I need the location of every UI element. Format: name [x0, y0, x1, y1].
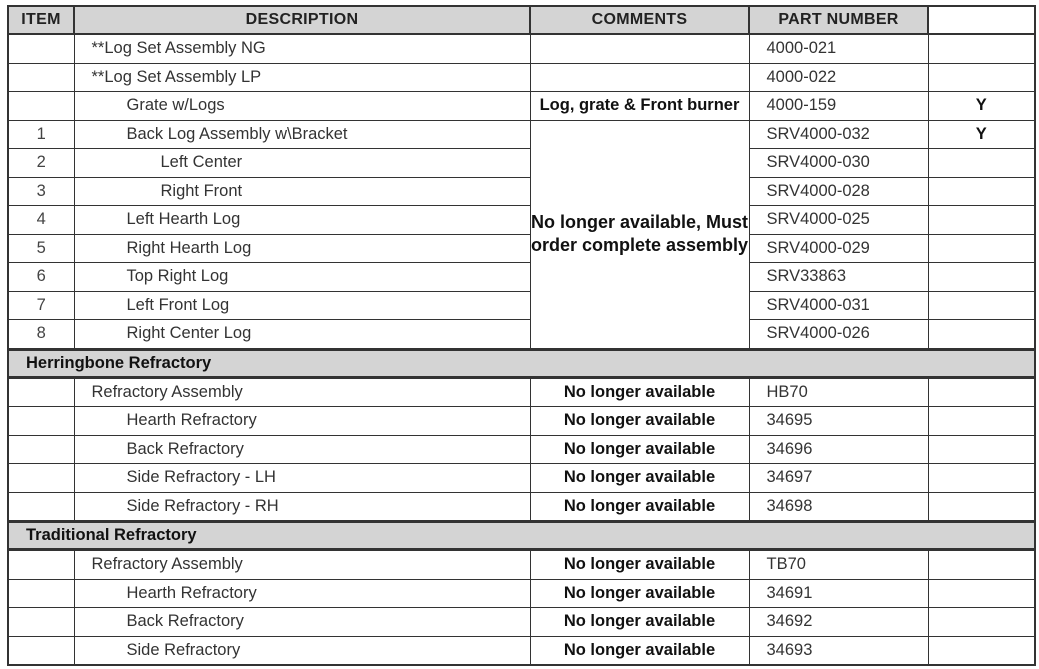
item-cell: 5	[8, 234, 74, 263]
table-row	[8, 435, 1035, 464]
section-title: Herringbone Refractory	[8, 349, 1035, 377]
header-item: ITEM	[8, 6, 74, 34]
item-cell: 6	[8, 263, 74, 292]
comment-cell: No longer available	[530, 550, 749, 580]
flag-cell	[928, 63, 1035, 92]
item-cell	[8, 464, 74, 493]
table-row	[8, 291, 1035, 320]
table-row	[8, 120, 1035, 149]
description-cell: Top Right Log	[74, 263, 530, 292]
description-cell: Refractory Assembly	[74, 377, 530, 407]
table-row	[8, 234, 1035, 263]
part-number-cell: SRV4000-028	[749, 177, 928, 206]
description-cell: Left Front Log	[74, 291, 530, 320]
flag-cell	[928, 579, 1035, 608]
description-cell: Refractory Assembly	[74, 550, 530, 580]
flag-cell	[928, 149, 1035, 178]
item-cell	[8, 34, 74, 63]
comment-cell: No longer available	[530, 492, 749, 522]
item-cell	[8, 492, 74, 522]
part-number-cell: 4000-022	[749, 63, 928, 92]
table-row	[8, 206, 1035, 235]
flag-cell	[928, 435, 1035, 464]
item-cell	[8, 63, 74, 92]
item-cell	[8, 579, 74, 608]
item-cell: 1	[8, 120, 74, 149]
description-cell: Left Center	[74, 149, 530, 178]
description-cell: **Log Set Assembly LP	[74, 63, 530, 92]
comment-cell: Log, grate & Front burner	[530, 92, 749, 121]
description-cell: Hearth Refractory	[74, 407, 530, 436]
header-comments: COMMENTS	[530, 6, 749, 34]
flag-cell	[928, 291, 1035, 320]
description-cell: Side Refractory	[74, 636, 530, 665]
comment-cell: No longer available	[530, 435, 749, 464]
table-row	[8, 377, 1035, 407]
description-cell: Back Log Assembly w\Bracket	[74, 120, 530, 149]
section-header-herringbone	[8, 349, 1035, 377]
header-part-number: PART NUMBER	[749, 6, 928, 34]
description-cell: Left Hearth Log	[74, 206, 530, 235]
part-number-cell: 34696	[749, 435, 928, 464]
flag-cell	[928, 263, 1035, 292]
table-row	[8, 608, 1035, 637]
item-cell: 8	[8, 320, 74, 350]
table-row	[8, 320, 1035, 350]
item-cell: 7	[8, 291, 74, 320]
comment-cell: No longer available	[530, 636, 749, 665]
header-description: DESCRIPTION	[74, 6, 530, 34]
part-number-cell: 34695	[749, 407, 928, 436]
description-cell: Right Center Log	[74, 320, 530, 350]
part-number-cell: SRV4000-029	[749, 234, 928, 263]
flag-cell	[928, 34, 1035, 63]
flag-cell	[928, 464, 1035, 493]
table-row	[8, 579, 1035, 608]
header-extra	[928, 6, 1035, 34]
table-row	[8, 492, 1035, 522]
item-cell	[8, 636, 74, 665]
description-cell: Right Hearth Log	[74, 234, 530, 263]
item-cell	[8, 92, 74, 121]
part-number-cell: 34691	[749, 579, 928, 608]
comment-cell: No longer available	[530, 579, 749, 608]
part-number-cell: SRV4000-025	[749, 206, 928, 235]
item-cell	[8, 608, 74, 637]
table-row	[8, 92, 1035, 121]
part-number-cell: HB70	[749, 377, 928, 407]
item-cell: 4	[8, 206, 74, 235]
table-row	[8, 636, 1035, 665]
part-number-cell: SRV4000-031	[749, 291, 928, 320]
flag-cell: Y	[928, 92, 1035, 121]
part-number-cell: SRV4000-026	[749, 320, 928, 350]
part-number-cell: 34698	[749, 492, 928, 522]
item-cell: 2	[8, 149, 74, 178]
header-row	[8, 6, 1035, 34]
comment-cell: No longer available	[530, 377, 749, 407]
description-cell: Back Refractory	[74, 435, 530, 464]
item-cell	[8, 407, 74, 436]
flag-cell	[928, 608, 1035, 637]
part-number-cell: 4000-021	[749, 34, 928, 63]
flag-cell	[928, 377, 1035, 407]
part-number-cell: TB70	[749, 550, 928, 580]
description-cell: Side Refractory - LH	[74, 464, 530, 493]
flag-cell: Y	[928, 120, 1035, 149]
parts-table	[7, 5, 1036, 666]
table-row	[8, 149, 1035, 178]
table-row	[8, 63, 1035, 92]
part-number-cell: 34693	[749, 636, 928, 665]
part-number-cell: 34697	[749, 464, 928, 493]
item-cell	[8, 550, 74, 580]
flag-cell	[928, 320, 1035, 350]
comment-cell	[530, 63, 749, 92]
description-cell: Back Refractory	[74, 608, 530, 637]
flag-cell	[928, 206, 1035, 235]
description-cell: Right Front	[74, 177, 530, 206]
flag-cell	[928, 550, 1035, 580]
table-row	[8, 34, 1035, 63]
description-cell: Side Refractory - RH	[74, 492, 530, 522]
comment-cell: No longer available	[530, 608, 749, 637]
part-number-cell: SRV4000-032	[749, 120, 928, 149]
table-row	[8, 550, 1035, 580]
flag-cell	[928, 492, 1035, 522]
flag-cell	[928, 636, 1035, 665]
comment-cell: No longer available	[530, 464, 749, 493]
item-cell	[8, 377, 74, 407]
part-number-cell: 34692	[749, 608, 928, 637]
table-row	[8, 464, 1035, 493]
description-cell: **Log Set Assembly NG	[74, 34, 530, 63]
part-number-cell: SRV4000-030	[749, 149, 928, 178]
section-header-traditional	[8, 522, 1035, 550]
flag-cell	[928, 177, 1035, 206]
description-cell: Hearth Refractory	[74, 579, 530, 608]
section-title: Traditional Refractory	[8, 522, 1035, 550]
table-row	[8, 263, 1035, 292]
comment-cell: No longer available	[530, 407, 749, 436]
flag-cell	[928, 407, 1035, 436]
merged-comment-cell: No longer available, Must order complete assembly	[530, 120, 749, 349]
table-row	[8, 177, 1035, 206]
description-cell: Grate w/Logs	[74, 92, 530, 121]
item-cell	[8, 435, 74, 464]
flag-cell	[928, 234, 1035, 263]
table-row	[8, 407, 1035, 436]
part-number-cell: SRV33863	[749, 263, 928, 292]
comment-cell	[530, 34, 749, 63]
part-number-cell: 4000-159	[749, 92, 928, 121]
item-cell: 3	[8, 177, 74, 206]
